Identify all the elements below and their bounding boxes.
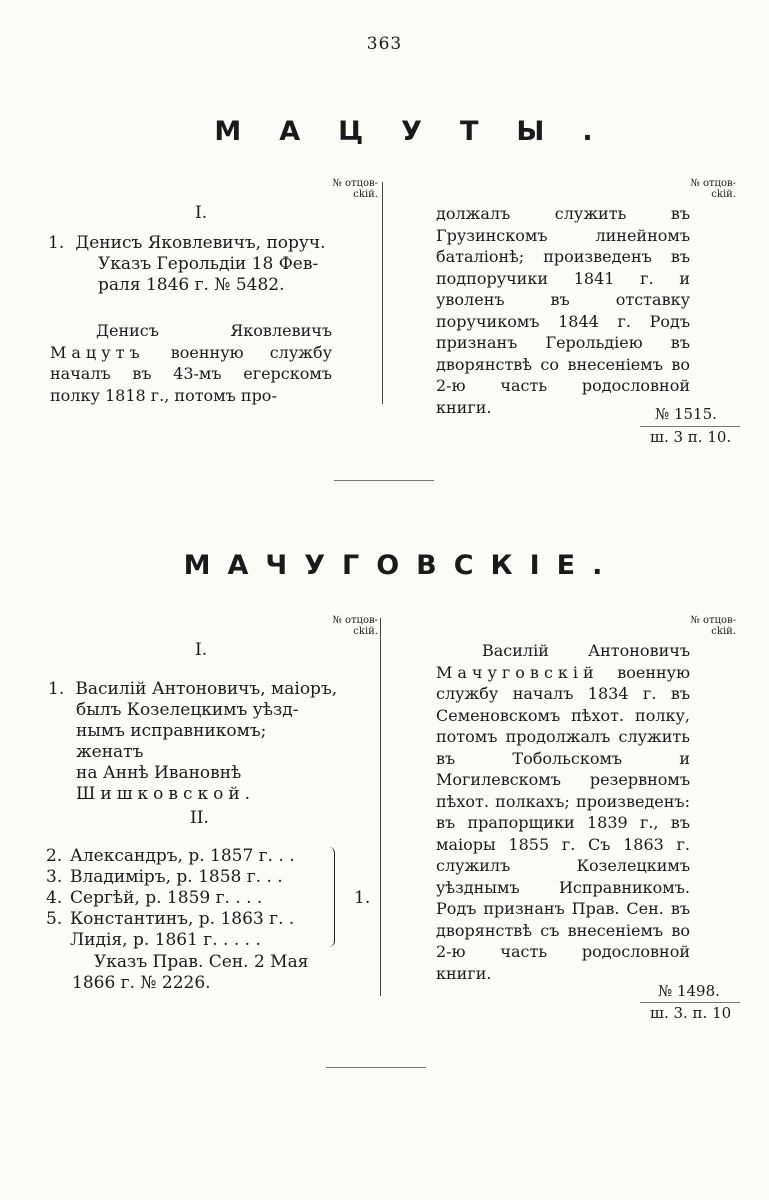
entry-text-line3: нымъ исправникомъ; женатъ [76, 721, 267, 762]
children-list [46, 846, 336, 951]
biography-continuation: должалъ служить въ Грузинскомъ линейномъ баталiонѣ; произведенъ въ подпоручики 1841 г. и уволенъ въ отставку поручикомъ 1844 г. Родъ признанъ Герольдiею въ дворянствѣ со внесенiемъ во 2-ю часть родословной книги. [436, 204, 690, 417]
biography-right [436, 203, 690, 418]
genealogy-entry [48, 679, 338, 805]
decree-line2: 1866 г. № 2226. [72, 973, 211, 993]
entry-number: 1. [48, 233, 65, 253]
ref-column-label-left: № отцов-ckiй. [332, 178, 378, 200]
genealogy-entry [48, 233, 348, 296]
children-brace [328, 847, 335, 947]
generation-numeral: I. [195, 640, 208, 660]
entry-name: Денисъ Яковлевичъ, поруч. [75, 233, 326, 253]
biography-text: военную службу началъ въ 43-мъ егерскомъ полку 1818 г., потомъ про- [50, 342, 332, 405]
generation-numeral: II. [190, 808, 209, 828]
biography-right [436, 640, 690, 984]
child-entry: 2. Александръ, р. 1857 г. . . [46, 846, 295, 866]
section-separator [334, 480, 434, 481]
entry-decree-line1: Указъ Герольдiи 18 Фев- [98, 254, 319, 274]
biography-surname: Мачуговскiй [436, 662, 599, 682]
child-entry: 3. Владимiръ, р. 1858 г. . . [46, 867, 283, 887]
archive-shelf: ш. 3 п. 10. [650, 428, 732, 446]
entry-text-line4: на Аннѣ Ивановнѣ [76, 763, 242, 783]
child-entry: 5. Константинъ, р. 1863 г. . [46, 909, 295, 929]
section-separator [326, 1067, 426, 1068]
decree [72, 952, 342, 994]
father-reference: 1. [354, 888, 371, 908]
ref-column-label-right: № отцов-ckiй. [690, 178, 736, 200]
child-entry: Лидiя, р. 1861 г. . . . . [70, 930, 261, 950]
page-number: 363 [366, 34, 403, 54]
entry-wife-surname: Шишковской. [76, 784, 256, 804]
entry-number: 1. [48, 679, 65, 699]
biography-name: Василiй Антоновичъ [482, 641, 690, 660]
rule [640, 426, 740, 427]
generation-numeral: I. [195, 203, 208, 223]
biography-surname: Мацутъ [50, 342, 145, 362]
child-entry: 4. Сергѣй, р. 1859 г. . . . [46, 888, 263, 908]
entry-name: Василiй Антоновичъ, маiоръ, [75, 679, 338, 699]
document-number: № 1515. [655, 405, 717, 423]
entry-text-line2: былъ Козелецкимъ уѣзд- [76, 700, 299, 720]
column-divider [382, 182, 383, 404]
biography-text: военную службу началъ 1834 г. въ Семеновскомъ пѣхот. полку, потомъ продолжалъ служить въ Тобольскомъ и Могилевскомъ резервномъ пѣхот. полкахъ; произведенъ: въ прапорщики 1839 г., въ маiоры 1855 г. Съ 1863 г. служилъ Козелецкимъ уѣзднымъ Исправникомъ. Родъ признанъ Прав. Сен. въ дворянствѣ съ внесенiемъ во 2-ю часть родословной книги. [436, 662, 690, 983]
rule [640, 1002, 740, 1003]
decree-line1: Указъ Прав. Сен. 2 Мая [94, 952, 309, 972]
biography-name: Денисъ Яковлевичъ [96, 321, 332, 340]
column-divider [380, 618, 381, 996]
entry-decree-line2: раля 1846 г. № 5482. [98, 275, 285, 295]
biography-left [50, 320, 332, 406]
family-title-matsuty: МАЦУТЫ. [214, 116, 631, 147]
family-title-machugovskie: МАЧУГОВСКIЕ. [183, 550, 620, 581]
document-number: № 1498. [658, 982, 720, 1000]
archive-shelf: ш. 3. п. 10 [650, 1004, 732, 1022]
ref-column-label-right: № отцов-ckiй. [690, 615, 736, 637]
ref-column-label-left: № отцов-ckiй. [332, 615, 378, 637]
